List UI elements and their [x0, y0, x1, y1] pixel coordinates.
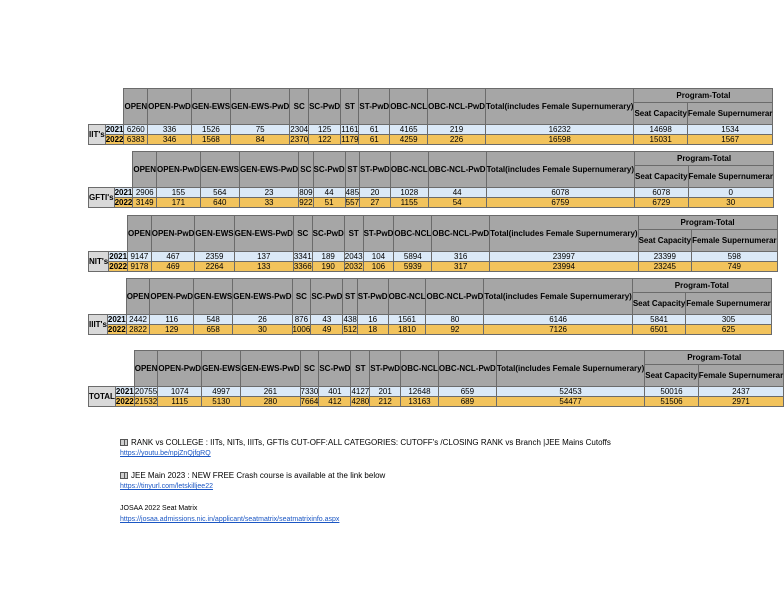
institute-label: TOTAL — [89, 387, 116, 407]
column-header: Total(includes Female Supernumerary) — [486, 152, 634, 188]
column-header: GEN-EWS — [200, 152, 239, 188]
column-header: OPEN — [134, 351, 158, 387]
seat-table-1 — [88, 151, 774, 208]
seat-capacity-header: Seat Capacity — [638, 230, 691, 252]
value-cell: 133 — [234, 262, 293, 272]
value-cell: 625 — [686, 325, 771, 335]
program-total-header: Program-Total — [645, 351, 784, 365]
value-cell: 51506 — [645, 397, 698, 407]
column-header: ST-PwD — [359, 89, 390, 125]
note-crash-course — [120, 471, 680, 492]
note-text: RANK vs COLLEGE : IITs, NITs, IIITs, GFTIs CUT-OFF:ALL CATEGORIES: CUTOFF's /CLOSING RANK vs Branch |JEE Mains Cutoffs — [131, 438, 611, 447]
value-cell: 189 — [312, 252, 344, 262]
value-cell: 49 — [311, 325, 343, 335]
seat-table-0 — [88, 88, 773, 145]
program-total-header: Program-Total — [638, 216, 777, 230]
column-header: Total(includes Female Supernumerary) — [485, 89, 633, 125]
value-cell: 336 — [148, 125, 192, 135]
year-cell: 2021 — [115, 387, 134, 396]
value-cell: 21532 — [134, 397, 158, 406]
value-cell: 1179 — [341, 135, 359, 144]
column-header: ST — [341, 89, 359, 125]
column-header: OPEN-PwD — [157, 152, 201, 188]
value-cell: 2971 — [698, 397, 783, 407]
value-cell: 1028 — [390, 188, 428, 198]
column-header: SC — [290, 89, 309, 125]
value-cell: 23 — [239, 188, 298, 198]
value-cell: 809 — [299, 188, 313, 197]
value-cell: 2032 — [344, 262, 363, 271]
table-row — [89, 198, 774, 208]
value-cell: 51 — [313, 198, 345, 208]
column-header: OBC-NCL-PwD — [426, 279, 484, 315]
value-cell: 1810 — [388, 325, 426, 335]
value-cell: 44 — [313, 188, 345, 198]
value-cell: 9178 — [128, 262, 152, 272]
value-cell: 7126 — [484, 325, 632, 335]
column-header: SC-PwD — [319, 351, 351, 387]
value-cell: 1074 — [158, 387, 202, 397]
value-cell: 1567 — [687, 135, 772, 145]
column-header: GEN-EWS — [202, 351, 241, 387]
value-cell: 92 — [426, 325, 484, 335]
table-row — [89, 387, 784, 397]
column-header: SC-PwD — [312, 216, 344, 252]
value-cell: 598 — [692, 252, 777, 262]
value-cell: 2304 — [290, 125, 309, 134]
column-header: SC-PwD — [313, 152, 345, 188]
column-header: OBC-NCL-PwD — [438, 351, 496, 387]
institute-label: IIIT's — [89, 315, 108, 335]
year-cell: 2022 — [107, 325, 126, 334]
value-cell: 122 — [309, 135, 341, 145]
blank-corner — [89, 89, 124, 125]
value-cell: 44 — [428, 188, 486, 198]
value-cell: 2437 — [698, 387, 783, 397]
column-header: Total(includes Female Supernumerary) — [490, 216, 638, 252]
value-cell: 75 — [231, 125, 290, 135]
value-cell: 548 — [194, 315, 233, 325]
value-cell: 2264 — [195, 262, 234, 272]
value-cell: 15031 — [634, 135, 687, 145]
value-cell: 4259 — [390, 135, 428, 145]
value-cell: 1161 — [341, 125, 359, 134]
value-cell: 18 — [357, 325, 388, 335]
column-header: GEN-EWS — [194, 279, 233, 315]
value-cell: 564 — [200, 188, 239, 198]
value-cell: 125 — [309, 125, 341, 135]
program-total-header: Program-Total — [632, 279, 771, 293]
value-cell: 0 — [688, 188, 773, 198]
column-header: SC — [293, 216, 312, 252]
value-cell: 1568 — [191, 135, 230, 145]
year-cell: 2021 — [107, 315, 126, 324]
program-total-header: Program-Total — [635, 152, 774, 166]
column-header: SC — [299, 152, 313, 188]
value-cell: 261 — [241, 387, 300, 397]
value-cell: 84 — [231, 135, 290, 145]
column-header: GEN-EWS-PwD — [239, 152, 298, 188]
value-cell: 305 — [686, 315, 771, 325]
value-cell: 16 — [357, 315, 388, 325]
column-header: ST-PwD — [357, 279, 388, 315]
column-header: OPEN-PwD — [158, 351, 202, 387]
value-cell: 467 — [151, 252, 195, 262]
value-cell: 54 — [428, 198, 486, 208]
value-cell: 30 — [688, 198, 773, 208]
value-cell: 316 — [432, 252, 490, 262]
value-cell: 1561 — [388, 315, 426, 325]
value-cell: 1006 — [292, 325, 311, 334]
value-cell: 137 — [234, 252, 293, 262]
value-cell: 26 — [233, 315, 292, 325]
value-cell: 16232 — [485, 125, 633, 135]
column-header: OBC-NCL — [390, 89, 428, 125]
seat-capacity-header: Seat Capacity — [634, 103, 687, 125]
value-cell: 3366 — [293, 262, 312, 271]
table-row — [89, 135, 773, 145]
seat-table-2 — [88, 215, 778, 272]
value-cell: 4165 — [390, 125, 428, 135]
column-header: ST — [344, 216, 363, 252]
value-cell: 104 — [363, 252, 394, 262]
seat-capacity-header: Seat Capacity — [635, 166, 688, 188]
table-row — [89, 397, 784, 407]
value-cell: 190 — [312, 262, 344, 272]
column-header: GEN-EWS-PwD — [241, 351, 300, 387]
column-header: OPEN — [128, 216, 152, 252]
value-cell: 6501 — [632, 325, 685, 335]
value-cell: 6146 — [484, 315, 632, 325]
value-cell: 512 — [343, 325, 357, 334]
year-cell: 2022 — [105, 135, 124, 144]
value-cell: 412 — [319, 397, 351, 407]
value-cell: 317 — [432, 262, 490, 272]
value-cell: 171 — [157, 198, 201, 208]
value-cell: 640 — [200, 198, 239, 208]
value-cell: 2043 — [344, 252, 363, 261]
value-cell: 106 — [363, 262, 394, 272]
value-cell: 689 — [438, 397, 496, 407]
value-cell: 4280 — [351, 397, 370, 406]
female-supernumerary-header: Female Supernumerar — [687, 103, 772, 125]
note-text: JOSAA 2022 Seat Matrix — [120, 505, 198, 512]
value-cell: 23399 — [638, 252, 691, 262]
column-header: SC — [292, 279, 311, 315]
value-cell: 1534 — [687, 125, 772, 135]
value-cell: 129 — [150, 325, 194, 335]
blank-corner — [89, 279, 127, 315]
value-cell: 20755 — [134, 387, 158, 396]
value-cell: 1526 — [191, 125, 230, 135]
value-cell: 7664 — [300, 397, 319, 406]
column-header: OBC-NCL — [401, 351, 439, 387]
book-icon — [120, 439, 128, 446]
value-cell: 226 — [428, 135, 486, 145]
column-header: OBC-NCL-PwD — [428, 89, 486, 125]
note-text: JEE Main 2023 : NEW FREE Crash course is available at the link below — [131, 471, 386, 480]
value-cell: 4127 — [351, 387, 370, 396]
column-header: OPEN-PwD — [150, 279, 194, 315]
year-cell: 2021 — [109, 252, 128, 261]
column-header: OPEN — [126, 279, 150, 315]
value-cell: 6759 — [486, 198, 634, 208]
column-header: OPEN — [133, 152, 157, 188]
value-cell: 5939 — [394, 262, 432, 272]
seat-capacity-header: Seat Capacity — [632, 293, 685, 315]
year-cell: 2021 — [105, 125, 124, 134]
column-header: ST — [343, 279, 357, 315]
column-header: OPEN — [124, 89, 148, 125]
value-cell: 212 — [370, 397, 401, 407]
table-row — [89, 252, 778, 262]
column-header: ST-PwD — [360, 152, 391, 188]
column-header: GEN-EWS-PwD — [234, 216, 293, 252]
value-cell: 219 — [428, 125, 486, 135]
value-cell: 5130 — [202, 397, 241, 407]
seat-table-4 — [88, 350, 784, 407]
value-cell: 5841 — [632, 315, 685, 325]
value-cell: 61 — [359, 135, 390, 145]
column-header: SC — [300, 351, 319, 387]
value-cell: 116 — [150, 315, 194, 325]
female-supernumerary-header: Female Supernumerar — [688, 166, 773, 188]
column-header: GEN-EWS-PwD — [231, 89, 290, 125]
value-cell: 155 — [157, 188, 201, 198]
value-cell: 20 — [360, 188, 391, 198]
value-cell: 33 — [239, 198, 298, 208]
value-cell: 30 — [233, 325, 292, 335]
female-supernumerary-header: Female Supernumerar — [692, 230, 777, 252]
value-cell: 6078 — [486, 188, 634, 198]
value-cell: 922 — [299, 198, 313, 207]
value-cell: 9147 — [128, 252, 152, 262]
value-cell: 5894 — [394, 252, 432, 262]
note-link[interactable]: https://youtu.be/npjZnQjfgRQ — [120, 450, 211, 457]
value-cell: 23997 — [490, 252, 638, 262]
value-cell: 3341 — [293, 252, 312, 261]
value-cell: 346 — [148, 135, 192, 145]
column-header: GEN-EWS — [195, 216, 234, 252]
value-cell: 749 — [692, 262, 777, 272]
table-row — [89, 188, 774, 198]
value-cell: 50016 — [645, 387, 698, 397]
value-cell: 469 — [151, 262, 195, 272]
value-cell: 23245 — [638, 262, 691, 272]
value-cell: 2822 — [126, 325, 150, 335]
value-cell: 485 — [345, 188, 360, 197]
value-cell: 13163 — [401, 397, 439, 407]
value-cell: 280 — [241, 397, 300, 407]
value-cell: 14698 — [634, 125, 687, 135]
value-cell: 557 — [345, 198, 360, 207]
column-header: OBC-NCL-PwD — [432, 216, 490, 252]
note-link[interactable]: https://josaa.admissions.nic.in/applicant/seatmatrix/seatmatrixinfo.aspx — [120, 516, 340, 523]
blank-corner — [89, 216, 128, 252]
value-cell: 23994 — [490, 262, 638, 272]
seat-table-3 — [88, 278, 772, 335]
institute-label: IIT's — [89, 125, 106, 145]
column-header: OBC-NCL — [388, 279, 426, 315]
note-link[interactable]: https://tinyurl.com/letskilljee22 — [120, 483, 213, 490]
table-row — [89, 315, 772, 325]
column-header: OBC-NCL — [390, 152, 428, 188]
column-header: OBC-NCL — [394, 216, 432, 252]
column-header: SC-PwD — [311, 279, 343, 315]
column-header: Total(includes Female Supernumerary) — [496, 351, 644, 387]
seat-capacity-header: Seat Capacity — [645, 365, 698, 387]
value-cell: 3149 — [133, 198, 157, 208]
female-supernumerary-header: Female Supernumerar — [686, 293, 771, 315]
column-header: ST-PwD — [363, 216, 394, 252]
value-cell: 1155 — [390, 198, 428, 208]
value-cell: 4997 — [202, 387, 241, 397]
value-cell: 438 — [343, 315, 357, 324]
column-header: GEN-EWS-PwD — [233, 279, 292, 315]
value-cell: 80 — [426, 315, 484, 325]
column-header: OBC-NCL-PwD — [428, 152, 486, 188]
year-cell: 2022 — [115, 397, 134, 406]
table-row — [89, 325, 772, 335]
value-cell: 27 — [360, 198, 391, 208]
value-cell: 876 — [292, 315, 311, 325]
blank-corner — [89, 351, 135, 387]
value-cell: 401 — [319, 387, 351, 397]
value-cell: 201 — [370, 387, 401, 397]
value-cell: 6260 — [124, 125, 148, 135]
value-cell: 2442 — [126, 315, 150, 325]
value-cell: 6383 — [124, 135, 148, 145]
column-header: GEN-EWS — [191, 89, 230, 125]
blank-corner — [89, 152, 133, 188]
column-header: SC-PwD — [309, 89, 341, 125]
column-header: Total(includes Female Supernumerary) — [484, 279, 632, 315]
value-cell: 12648 — [401, 387, 439, 397]
column-header: ST — [345, 152, 359, 188]
year-cell: 2022 — [109, 262, 128, 271]
column-header: OPEN-PwD — [151, 216, 195, 252]
value-cell: 16598 — [485, 135, 633, 145]
value-cell: 1115 — [158, 397, 202, 407]
note-seat-matrix — [120, 503, 680, 525]
value-cell: 658 — [194, 325, 233, 335]
value-cell: 6078 — [635, 188, 688, 198]
female-supernumerary-header: Female Supernumerar — [698, 365, 783, 387]
value-cell: 54477 — [496, 397, 644, 407]
program-total-header: Program-Total — [634, 89, 773, 103]
value-cell: 61 — [359, 125, 390, 135]
value-cell: 2359 — [195, 252, 234, 262]
column-header: ST — [351, 351, 370, 387]
note-rank-vs-college — [120, 438, 680, 459]
column-header: OPEN-PwD — [148, 89, 192, 125]
book-icon — [120, 472, 128, 479]
institute-label: NIT's — [89, 252, 109, 272]
table-row — [89, 262, 778, 272]
value-cell: 43 — [311, 315, 343, 325]
value-cell: 52453 — [496, 387, 644, 397]
value-cell: 6729 — [635, 198, 688, 208]
year-cell: 2022 — [114, 198, 133, 207]
value-cell: 7330 — [300, 387, 319, 396]
value-cell: 2370 — [290, 135, 309, 144]
table-row — [89, 125, 773, 135]
value-cell: 2906 — [133, 188, 157, 198]
institute-label: GFTI's — [89, 188, 115, 208]
year-cell: 2021 — [114, 188, 133, 197]
value-cell: 659 — [438, 387, 496, 397]
column-header: ST-PwD — [370, 351, 401, 387]
